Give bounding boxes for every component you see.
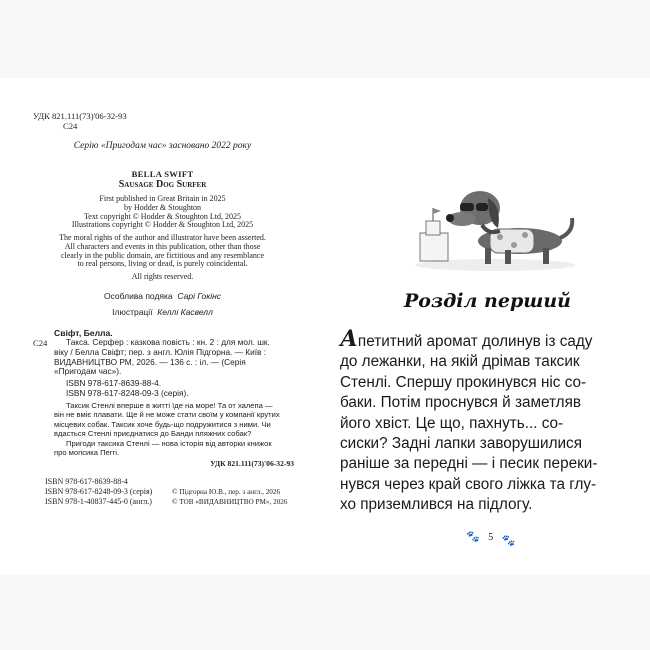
- catalog-line: віку / Белла Свіфт; пер. з англ. Юлія Підгорна. — Київ :: [54, 346, 267, 357]
- copyright-line: © ТОВ «ВИДАВНИЦТВО РМ», 2026: [172, 498, 288, 507]
- pub-line: Illustrations copyright © Hodder & Stoughton Ltd, 2025: [71, 220, 254, 230]
- rights-line: to real persons, living or dead, is purely coincidental.: [77, 259, 248, 269]
- illustrator-label: Ілюстрації: [112, 307, 153, 317]
- catalog-line: Такса. Серфер : казкова повість : кн. 2 : для мол. шк.: [66, 337, 270, 347]
- thanks-line: [0, 291, 325, 301]
- drop-cap: А: [340, 326, 358, 352]
- chapter-title: Розділ перший: [404, 290, 571, 312]
- copyright-line: © Підгорна Ю.В., пер. з англ., 2026: [172, 488, 281, 496]
- isbn-line: ISBN 978-617-8639-88-4: [45, 477, 128, 486]
- book-spread: [0, 78, 650, 575]
- page-footer: [466, 530, 516, 547]
- body-line: його хвіст. Це що, пахнуть... со-: [340, 414, 564, 432]
- paw-icon: 🐾: [466, 531, 480, 543]
- thanks-label: Особлива подяка: [103, 291, 173, 301]
- pub-line: Text copyright © Hodder & Stoughton Ltd, 2025: [83, 211, 242, 221]
- illustrator-line: [0, 307, 325, 317]
- dachshund-illustration: [410, 153, 580, 278]
- isbn-line: ISBN 978-1-40837-445-0 (англ.): [45, 497, 152, 507]
- catalog-line: «Пригодам час»).: [54, 366, 122, 377]
- pub-line: First published in Great Britain in 2025: [99, 194, 226, 203]
- copyright-page: [0, 78, 325, 575]
- body-line: хо приземлився на підлогу.: [340, 496, 533, 514]
- isbn-line: ISBN 978-617-8248-09-3 (серія): [45, 487, 153, 497]
- chapter-body: [340, 326, 615, 516]
- annotation-line: про мопсика Пеггі.: [54, 448, 120, 458]
- annotation-line: місцевих собак. Таксик хоче будь-що подружитися з ними. Чи: [54, 419, 271, 429]
- udk-top: УДК 821.111(73)'06-32-93: [33, 111, 127, 121]
- body-line: баки. Потім проснувся й заметляв: [340, 394, 582, 412]
- udk-bottom: УДК 821.111(73)'06-32-93: [210, 458, 294, 468]
- catalog-line: ВИДАВНИЦТВО РМ, 2026. — 136 с. : іл. — (Серія: [54, 356, 246, 367]
- catalog-isbn: ISBN 978-617-8248-09-3 (серія).: [66, 387, 189, 398]
- annotation-line: Таксик Стенлі вперше в житті їде на море! Та от халепа —: [66, 400, 273, 410]
- publication-info: [0, 195, 325, 230]
- body-line: сиски? Задні лапки заворушилися: [340, 435, 582, 453]
- body-line: раніше за передні — і песик переки-: [340, 455, 598, 473]
- rights-line: All characters and events in this publication, other than those: [64, 241, 261, 251]
- illustrator-name: Келлі Касвелл: [157, 307, 213, 317]
- annotation-line: вдасться Стенлі приєднатися до Банди пляжних собак?: [54, 429, 252, 439]
- copyright-list: [172, 487, 288, 507]
- isbn-list: [45, 477, 152, 508]
- rights-line: clearly in the public domain, are fictitious and any resemblance: [60, 250, 265, 260]
- catalog-entry: [54, 338, 294, 469]
- annotation: [54, 401, 294, 458]
- body-line: петитний аромат долинув із саду: [357, 333, 593, 350]
- pub-line: by Hodder & Stoughton: [123, 202, 202, 212]
- paw-icon: 🐾: [501, 535, 516, 547]
- series-note: Серію «Пригодам час» засновано 2022 року: [73, 141, 252, 151]
- thanks-name: Сарі Гокінс: [177, 291, 222, 301]
- page-number: 5: [488, 532, 494, 543]
- original-author: BELLA SWIFT: [131, 169, 194, 179]
- body-line: Стенлі. Спершу прокинувся ніс со-: [340, 373, 587, 391]
- catalog-code: С24: [33, 338, 48, 348]
- rights-notice: [0, 234, 325, 282]
- catalog-author: Свіфт, Белла.: [54, 328, 113, 338]
- body-line: нувся через край свого ліжка та глу-: [340, 475, 597, 493]
- original-title: Sausage Dog Surfer: [118, 179, 207, 190]
- body-line: до лежанки, на якій дрімав таксик: [340, 353, 580, 371]
- annotation-line: Пригоди таксика Стенлі — нова історія від авторки книжок: [66, 438, 272, 448]
- annotation-line: він не вміє плавати. Ще й не може стати своїм у компанії крутих: [54, 410, 280, 420]
- rights-line: The moral rights of the author and illustrator have been asserted.: [59, 233, 266, 242]
- catalog-isbn: ISBN 978-617-8639-88-4.: [66, 378, 162, 389]
- all-rights: All rights reserved.: [131, 272, 194, 282]
- code-top: С24: [63, 121, 78, 131]
